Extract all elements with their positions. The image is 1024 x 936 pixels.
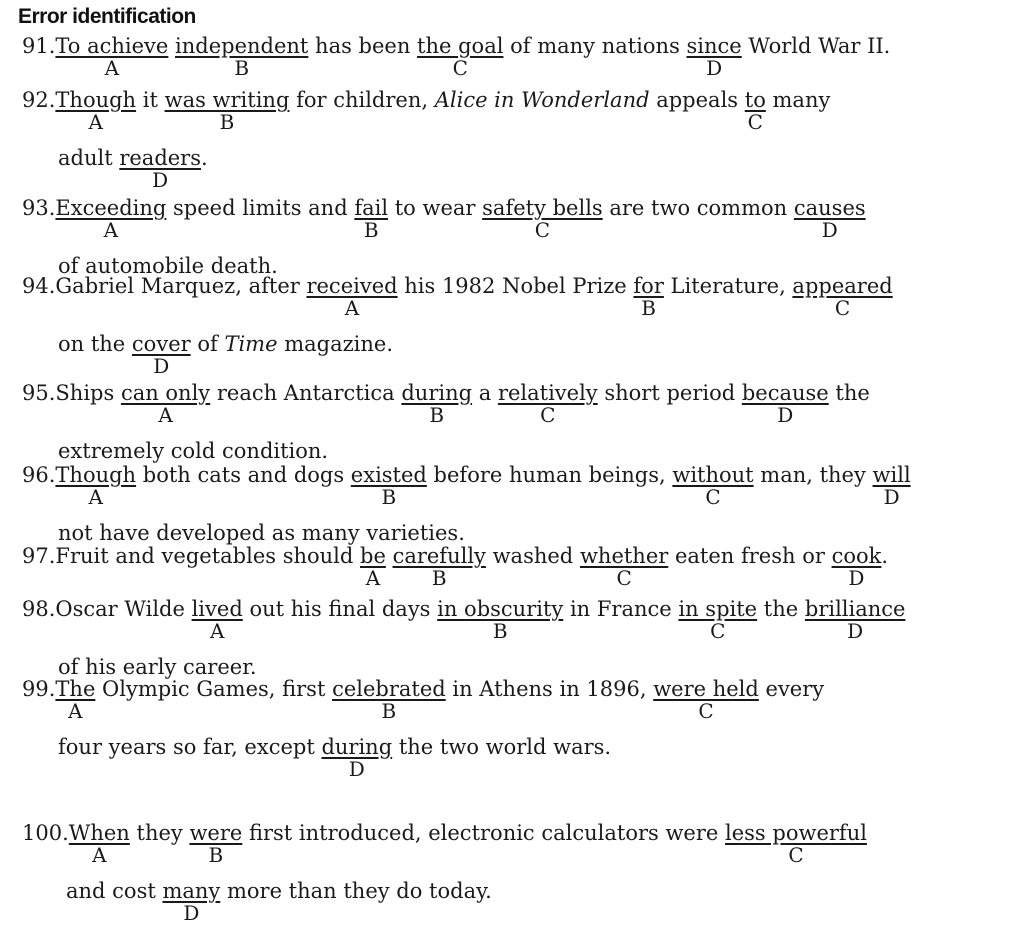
question-99 (22, 676, 824, 792)
question-line (22, 676, 824, 734)
question-text: four years so far, except (58, 735, 322, 759)
question-number: 99. (22, 677, 56, 701)
question-97 (22, 543, 888, 601)
question-text: speed limits and (166, 196, 355, 220)
option-letter-a: A (92, 843, 107, 867)
option-letter-d: D (348, 757, 365, 781)
option-letter-d: D (706, 56, 723, 80)
option-a-text[interactable]: Exceeding A (55, 196, 167, 242)
question-line (22, 878, 867, 936)
question-text: every (758, 677, 825, 701)
question-number: 100. (22, 821, 69, 845)
question-text: Olympic Games, first (95, 677, 333, 701)
question-number: 93. (22, 196, 56, 220)
option-letter-b: B (431, 566, 447, 590)
option-d-text[interactable]: cook D (831, 544, 882, 590)
question-line (22, 820, 867, 878)
question-text: . (881, 544, 889, 568)
question-text: the (757, 597, 805, 621)
question-text: are two common (602, 196, 794, 220)
option-letter-b: B (363, 218, 379, 242)
option-letter-a: A (68, 699, 83, 723)
option-d-text[interactable]: causes D (793, 196, 866, 242)
option-letter-d: D (153, 354, 170, 378)
question-text: appeals (649, 88, 745, 112)
option-d-text[interactable]: readers D (119, 146, 202, 192)
option-letter-b: B (219, 110, 235, 134)
option-b-text[interactable]: independent B (175, 34, 309, 80)
question-text: adult (58, 146, 120, 170)
option-letter-d: D (847, 619, 864, 643)
option-letter-b: B (429, 403, 445, 427)
question-text (386, 543, 393, 569)
option-b-text[interactable]: carefully B (392, 544, 486, 590)
question-text: for children, (289, 88, 435, 112)
option-letter-b: B (381, 485, 397, 509)
option-letter-c: C (705, 485, 721, 509)
option-letter-d: D (883, 485, 900, 509)
question-text: Alice in Wonderland (434, 88, 650, 112)
question-text: washed (485, 544, 580, 568)
option-b-text[interactable]: during B (401, 381, 473, 427)
question-text: World War II. (741, 34, 891, 58)
question-text: has been (308, 34, 418, 58)
question-number: 95. (22, 381, 56, 405)
question-text: many (765, 88, 831, 112)
option-c-text[interactable]: whether C (579, 544, 669, 590)
question-text (168, 33, 175, 59)
option-b-text[interactable]: celebrated B (332, 677, 446, 723)
option-letter-b: B (208, 843, 224, 867)
question-text: short period (597, 381, 742, 405)
question-92 (22, 87, 830, 203)
question-text: of (190, 332, 225, 356)
option-c-text[interactable]: relatively C (497, 381, 598, 427)
question-text: Fruit and vegetables should (55, 544, 360, 568)
question-line (22, 273, 893, 331)
question-91 (22, 33, 890, 91)
question-text: Time (224, 332, 278, 356)
question-number: 94. (22, 274, 56, 298)
option-letter-d: D (152, 168, 169, 192)
question-text: before human beings, (426, 463, 673, 487)
option-letter-c: C (534, 218, 551, 242)
question-text: his 1982 Nobel Prize (397, 274, 634, 298)
option-c-text[interactable]: in spite C (678, 597, 758, 643)
option-letter-b: B (234, 56, 250, 80)
question-line (22, 543, 888, 601)
question-98 (22, 596, 905, 682)
option-b-text[interactable]: were B (189, 821, 243, 867)
option-c-text[interactable]: safety bells C (482, 196, 603, 242)
option-letter-d: D (821, 218, 838, 242)
option-letter-d: D (183, 901, 200, 925)
option-d-text[interactable]: brilliance D (804, 597, 906, 643)
question-number: 96. (22, 463, 56, 487)
question-text: of automobile death. (58, 254, 278, 278)
option-letter-a: A (103, 218, 119, 242)
question-text: Gabriel Marquez, after (55, 274, 307, 298)
question-text: extremely cold condition. (58, 439, 329, 463)
question-text: they (129, 821, 190, 845)
option-a-text[interactable]: The A (55, 677, 96, 723)
question-text: Ships (55, 381, 121, 405)
option-a-text[interactable]: can only A (120, 381, 211, 427)
question-line (22, 380, 870, 438)
question-text: Oscar Wilde (55, 597, 192, 621)
question-number: 97. (22, 544, 56, 568)
question-text: Literature, (663, 274, 793, 298)
option-c-text[interactable]: without C (672, 463, 754, 509)
option-a-text[interactable]: Though A (55, 463, 137, 509)
option-d-text[interactable]: will D (872, 463, 911, 509)
question-text: a (472, 381, 498, 405)
option-letter-a: A (344, 296, 360, 320)
option-letter-c: C (698, 699, 714, 723)
question-100 (22, 820, 867, 936)
question-line (22, 87, 830, 145)
option-letter-c: C (747, 110, 763, 134)
option-letter-a: A (209, 619, 225, 643)
question-number: 98. (22, 597, 56, 621)
option-letter-b: B (641, 296, 656, 320)
question-text: the two world wars. (392, 735, 612, 759)
option-c-text[interactable]: to C (744, 88, 766, 134)
option-d-text[interactable]: during D (321, 735, 393, 781)
option-letter-a: A (158, 403, 173, 427)
question-93 (22, 195, 866, 281)
option-d-text[interactable]: many D (162, 879, 221, 925)
question-95 (22, 380, 870, 466)
question-text: first introduced, electronic calculators were (242, 821, 726, 845)
option-c-text[interactable]: appeared C (792, 274, 893, 320)
option-letter-b: B (381, 699, 397, 723)
section-title: Error identification (18, 5, 196, 28)
question-text: . (201, 146, 208, 170)
option-letter-a: A (88, 110, 103, 134)
option-a-text[interactable]: be A (360, 544, 386, 590)
question-text: it (136, 88, 165, 112)
option-b-text[interactable]: in obscurity B (437, 597, 564, 643)
question-text: in Athens in 1896, (445, 677, 654, 701)
option-b-text[interactable]: fail B (354, 196, 389, 242)
option-letter-b: B (492, 619, 508, 643)
option-letter-a: A (365, 566, 381, 590)
question-line (22, 33, 890, 91)
option-letter-d: D (848, 566, 865, 590)
question-text: magazine. (277, 332, 393, 356)
question-text: to wear (388, 196, 483, 220)
option-letter-c: C (788, 843, 804, 867)
question-text: of many nations (503, 34, 687, 58)
question-96 (22, 462, 911, 548)
question-94 (22, 273, 893, 389)
option-d-text[interactable]: since D (686, 34, 742, 80)
question-text: of his early career. (58, 655, 257, 679)
question-text: not have developed as many varieties. (58, 521, 465, 545)
question-text: man, they (753, 463, 873, 487)
question-text: eaten fresh or (668, 544, 832, 568)
option-a-text[interactable]: To achieve A (55, 34, 169, 80)
question-number: 92. (22, 88, 56, 112)
option-letter-c: C (834, 296, 851, 320)
option-b-text[interactable]: for B (633, 274, 664, 320)
option-letter-c: C (616, 566, 632, 590)
question-text: on the (58, 332, 132, 356)
option-letter-c: C (452, 56, 468, 80)
option-b-text[interactable]: existed B (350, 463, 427, 509)
option-letter-c: C (710, 619, 726, 643)
question-text: both cats and dogs (136, 463, 351, 487)
question-text: more than they do today. (220, 879, 492, 903)
question-line (22, 195, 866, 253)
question-line (22, 462, 911, 520)
question-text: reach Antarctica (210, 381, 402, 405)
option-c-text[interactable]: the goal C (417, 34, 504, 80)
option-d-text[interactable]: because D (741, 381, 829, 427)
option-letter-d: D (777, 403, 794, 427)
option-letter-a: A (88, 485, 103, 509)
option-b-text[interactable]: was writing B (164, 88, 290, 134)
question-line (22, 734, 824, 792)
option-letter-a: A (104, 56, 120, 80)
question-text: out his final days (242, 597, 438, 621)
option-c-text[interactable]: were held C (653, 677, 759, 723)
question-line (22, 596, 905, 654)
option-a-text[interactable]: When A (68, 821, 130, 867)
option-a-text[interactable]: Though A (55, 88, 137, 134)
option-d-text[interactable]: cover D (131, 332, 191, 378)
option-c-text[interactable]: less powerful C (725, 821, 867, 867)
question-text: the (828, 381, 870, 405)
question-text: and cost (66, 879, 163, 903)
question-text: in France (563, 597, 679, 621)
option-a-text[interactable]: received A (306, 274, 398, 320)
option-a-text[interactable]: lived A (191, 597, 243, 643)
option-letter-c: C (540, 403, 556, 427)
question-number: 91. (22, 34, 56, 58)
